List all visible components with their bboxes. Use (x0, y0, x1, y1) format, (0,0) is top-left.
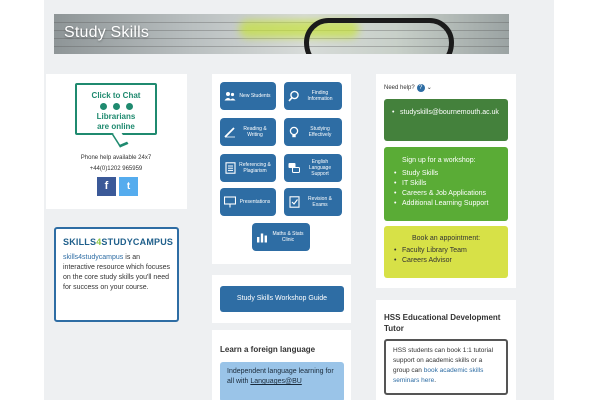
button-label: Referencing & Plagiarism (239, 162, 271, 174)
presentation-icon (224, 196, 236, 208)
studying-effectively-button[interactable] (284, 118, 342, 146)
reading-writing-button[interactable] (220, 118, 276, 146)
chat-line-3: are online (97, 122, 135, 131)
campus-title-part: 4 (96, 237, 102, 247)
hss-text-end: . (434, 377, 436, 384)
twitter-icon[interactable]: t (119, 177, 138, 196)
maths-stats-clinic-button[interactable] (252, 223, 310, 251)
appointment-panel (384, 226, 508, 278)
button-label: Studying Effectively (308, 126, 332, 138)
email-link[interactable]: • studyskills@bournemouth.ac.uk (392, 108, 500, 118)
checklist-icon (288, 196, 300, 208)
workshop-item[interactable]: • Study Skills (394, 169, 498, 179)
phone-help-text: Phone help available 24x7 (80, 155, 152, 161)
pen-icon (224, 126, 236, 138)
hss-text: HSS students can book 1:1 tutorial support on academic skills or a group can (393, 347, 494, 374)
skills4studycampus-card (54, 227, 179, 322)
foreign-language-card (212, 330, 351, 400)
workshop-item[interactable]: • Additional Learning Support (394, 199, 498, 209)
need-help-card (376, 74, 516, 288)
facebook-icon[interactable]: f (97, 177, 116, 196)
english-language-support-button[interactable] (284, 154, 342, 182)
book-seminars-link[interactable]: book academic skills seminars here (393, 367, 484, 384)
button-label: Reading & Writing (243, 126, 267, 138)
button-label: Revision & Exams (308, 196, 332, 208)
email-panel (384, 99, 508, 141)
workshop-item[interactable]: • IT Skills (394, 179, 498, 189)
button-label: Finding Information (307, 90, 333, 102)
referencing-plagiarism-button[interactable] (220, 154, 276, 182)
speech-bubbles-icon (288, 162, 300, 174)
button-label: English Language Support (308, 159, 332, 177)
banner-image (54, 14, 509, 54)
campus-title-part: SKILLS (63, 237, 97, 247)
workshop-heading: Sign up for a workshop: (402, 157, 476, 164)
topic-buttons-card (212, 74, 351, 264)
help-question-icon: ? (417, 84, 425, 92)
languages-at-bu-link[interactable]: Languages@BU (250, 378, 302, 385)
chat-line-1: Click to Chat (91, 91, 141, 100)
campus-title-part: STUDYCAMPUS (101, 237, 174, 247)
need-help-label: Need help? (384, 85, 415, 91)
presentations-button[interactable] (220, 188, 276, 216)
campus-desc-text: is an interactive resource which focuses on the core study skills you'll need for success on your course. (63, 254, 170, 291)
people-icon (224, 90, 236, 102)
finding-information-button[interactable] (284, 82, 342, 110)
language-info-box (220, 362, 344, 400)
chat-card (46, 74, 187, 209)
phone-number[interactable]: +44(0)1202 965959 (89, 166, 143, 172)
document-list-icon (224, 162, 236, 174)
need-help-toggle[interactable] (384, 84, 432, 92)
lightbulb-icon (288, 126, 300, 138)
glasses-graphic (304, 18, 454, 54)
appointment-item[interactable]: • Careers Advisor (394, 256, 498, 266)
chat-dots-icon (77, 103, 155, 110)
hss-title: HSS Educational Development Tutor (384, 313, 501, 333)
click-to-chat-button[interactable] (75, 83, 157, 135)
workshop-guide-button[interactable]: Study Skills Workshop Guide (220, 286, 344, 312)
page-title: Study Skills (64, 24, 150, 41)
campus-description (63, 253, 170, 293)
bar-chart-icon (256, 231, 268, 243)
chat-line-2: Librarians (96, 112, 136, 121)
revision-exams-button[interactable] (284, 188, 342, 216)
workshop-item[interactable]: • Careers & Job Applications (394, 189, 498, 199)
new-students-button[interactable] (220, 82, 276, 110)
workshop-panel (384, 147, 508, 221)
foreign-language-title: Learn a foreign language (220, 345, 316, 354)
campus-title[interactable] (63, 237, 174, 247)
appointment-item[interactable]: • Faculty Library Team (394, 246, 498, 256)
hss-info-box (384, 339, 508, 395)
button-label: Presentations (239, 199, 271, 205)
workshop-guide-card (212, 275, 351, 323)
language-text: Independent language learning for all with (227, 368, 334, 385)
chevron-down-icon: ⌄ (426, 85, 432, 91)
button-label: Maths & Stats Clinic (272, 231, 304, 243)
campus-link[interactable]: skills4studycampus (63, 254, 124, 261)
search-icon (288, 90, 300, 102)
appointment-heading: Book an appointment: (412, 235, 481, 242)
button-label: New Students (239, 93, 271, 99)
hss-tutor-card (376, 300, 516, 400)
